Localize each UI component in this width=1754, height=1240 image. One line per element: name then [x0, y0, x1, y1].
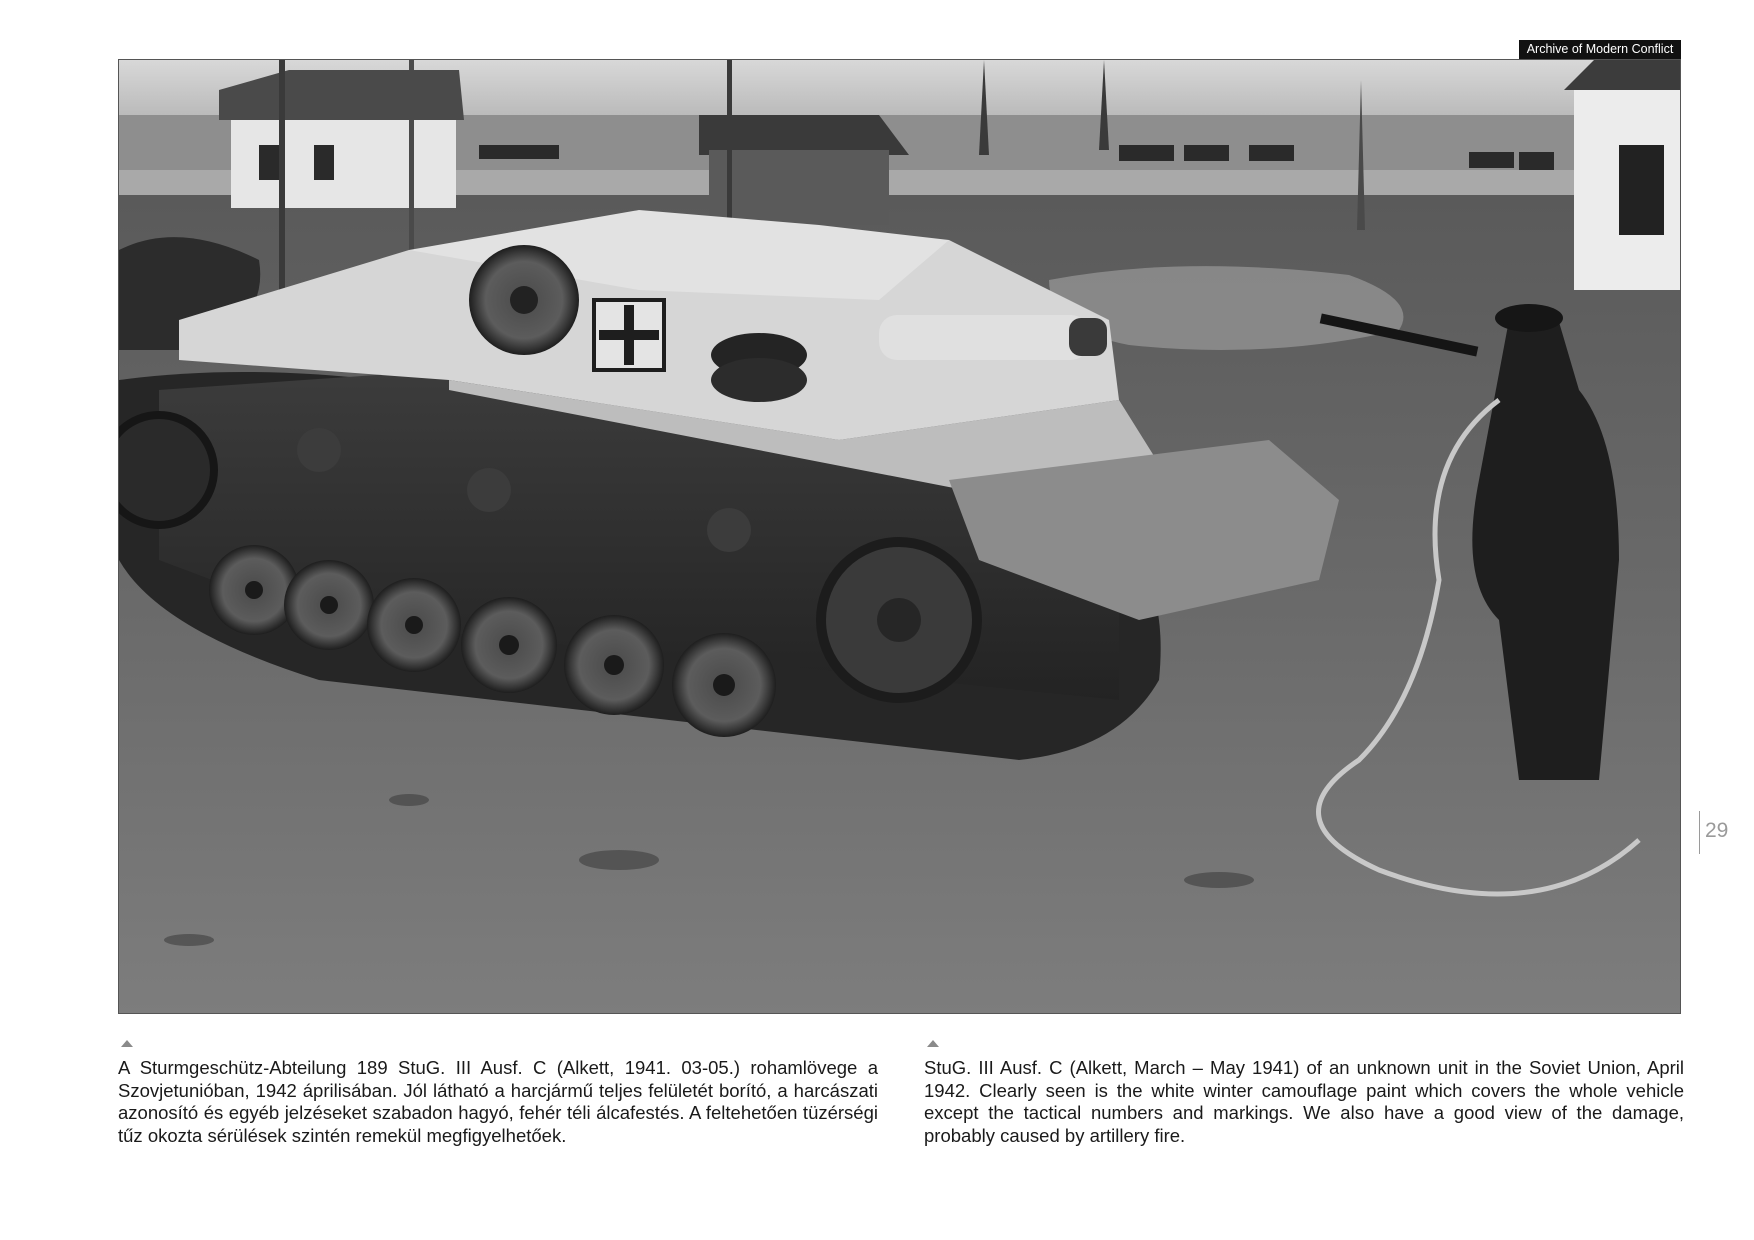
- caption-hungarian: A Sturmgeschütz-Abteilung 189 StuG. III Ausf. C (Alkett, 1941. 03-05.) rohamlövege a Szovjetunióban, 1942 áprilisában. Jól látható a harcjármű teljes felületét borító, a harcászati azonosító és egyéb jelzéseket szabadon hagyó, fehér téli álcafestés. A feltehetően tüzérségi tűz okozta sérülések szintén remekül megfigyelhetőek.: [118, 1057, 878, 1146]
- photo-credit: Archive of Modern Conflict: [1519, 40, 1681, 59]
- caption-marker-triangle-icon: [121, 1040, 133, 1047]
- caption-marker-triangle-icon: [927, 1040, 939, 1047]
- page-number-rule: [1699, 811, 1700, 854]
- tank-photo: [118, 59, 1681, 1014]
- page-number: 29: [1705, 819, 1729, 842]
- caption-english: StuG. III Ausf. C (Alkett, March – May 1941) of an unknown unit in the Soviet Union, April 1942. Clearly seen is the white winter camouflage paint which covers the whole vehicle except the tactical numbers and markings. We also have a good view of the damage, probably caused by artillery fire.: [924, 1057, 1684, 1146]
